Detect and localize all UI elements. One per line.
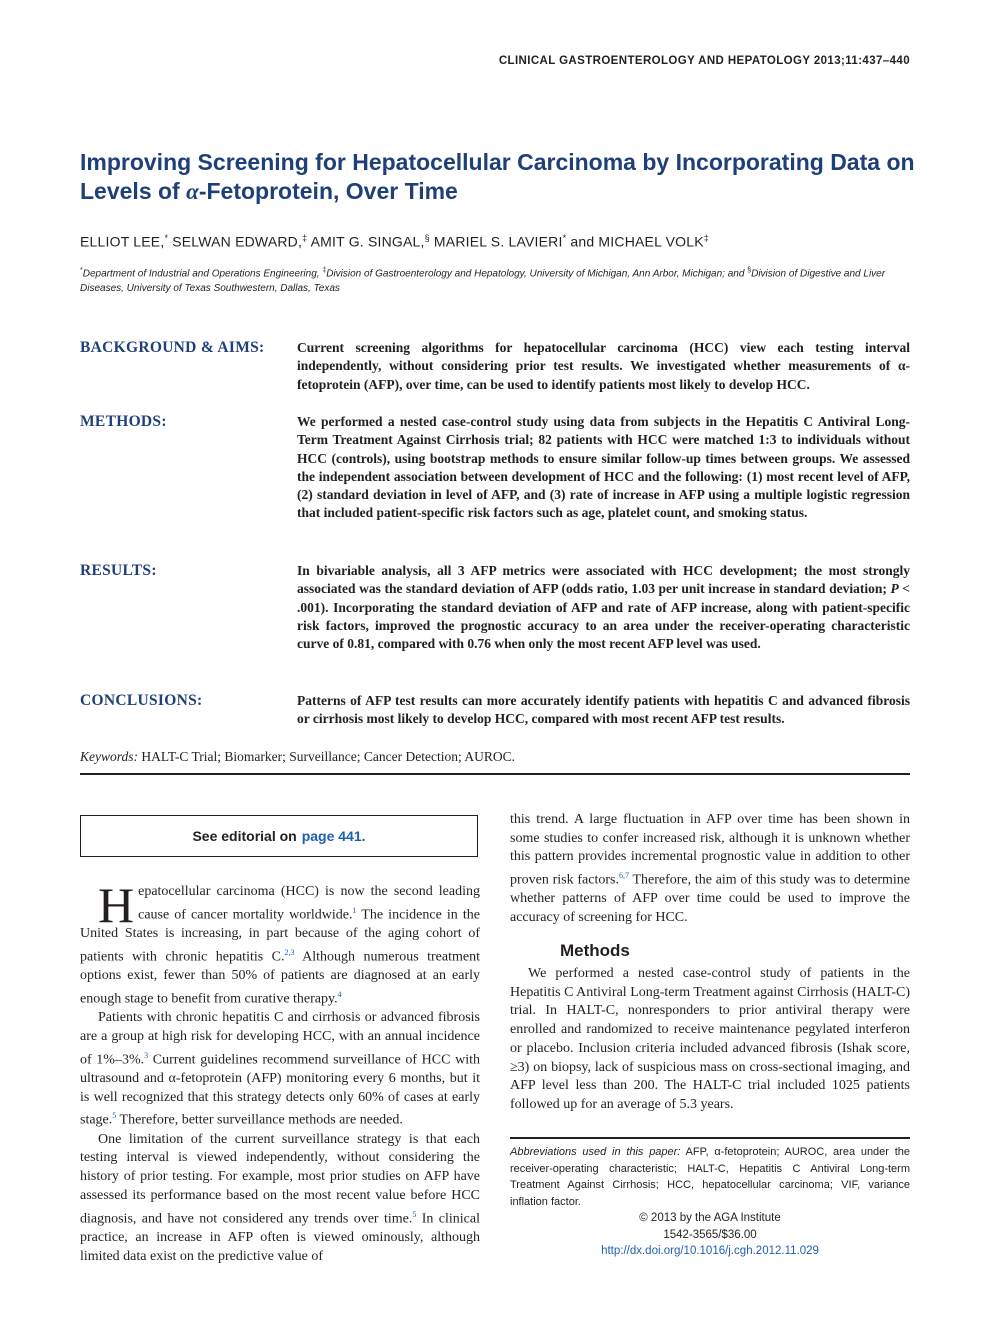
affil-text-3: Division of Digestive and Liver Diseases, University of Texas Southwestern, Dallas, Texas [80, 268, 886, 295]
affil-text-1: Department of Industrial and Operations Engineering, [82, 268, 323, 280]
keywords-label: Keywords: [80, 749, 138, 764]
p2-text-c: Therefore, better surveillance methods are needed. [116, 1113, 403, 1129]
editorial-text: See editorial on [192, 828, 297, 844]
methods-text: We performed a nested case-control study using data from subjects in the Hepatitis C Antiviral Long-Term Treatment Against Cirrhosis trial; 82 patients with HCC were matched 1:3 to individuals without HCC (controls), using bootstrap methods to ensure similar follow-up times between groups. We assessed the independent association between development of HCC and the following: (1) most recent level of AFP, (2) standard deviation in level of AFP, and (3) rate of increase in AFP using a multiple logistic regression that included patient-specific risk factors such as age, platelet count, and smoking status. [297, 414, 910, 521]
author-1-mark: * [164, 233, 169, 243]
affiliations [80, 263, 910, 296]
author-3-mark: § [424, 233, 430, 243]
author-list [80, 233, 709, 250]
results-label: RESULTS: [80, 562, 157, 579]
author-1: ELLIOT LEE, [80, 233, 165, 250]
p1-text-b: The incidence in the United States is increasing, in part because of the aging cohort of patients with chronic hepatitis C. [80, 907, 480, 965]
journal-header: CLINICAL GASTROENTEROLOGY AND HEPATOLOGY 2013;11:437–440 [498, 55, 910, 67]
results-text-b: < .001). Incorporating the standard deviation of AFP and rate of AFP increase, along with patient-specific risk factors, improved the prognostic accuracy to an area under the receiver-operating characteristic curve of 0.81, compared with 0.76 when only the most recent AFP level was used. [297, 581, 910, 652]
title-part1: Improving Screening for Hepatocellular Carcinoma by Incorporating Data on Levels of [80, 149, 915, 204]
p3-text-a: One limitation of the current surveillance strategy is that each testing interval is viewed independently, without considering the history of prior testing. For example, most prior studies on AFP have assessed its performance based on the most recent value before HCC diagnosis, and have not considered any trends over time. [80, 1131, 480, 1227]
citation-link[interactable]: 5 [112, 1111, 117, 1121]
title-part2: -Fetoprotein, Over Time [198, 178, 458, 204]
abbreviations-divider [510, 1137, 910, 1139]
paragraph-intro [80, 877, 480, 1009]
author-4-mark: * [562, 233, 567, 243]
editorial-link[interactable]: page 441. [301, 828, 366, 844]
citation-link[interactable]: 1 [352, 905, 357, 915]
dropcap-letter: H [98, 877, 135, 933]
issn-price: 1542-3565/$36.00 [663, 1228, 757, 1241]
paragraph-continued [510, 811, 910, 928]
abbreviations [510, 1144, 910, 1210]
p1-text-c: Although numerous treatment options exist, fewer than 50% of patients are diagnosed at an early enough stage to benefit from curative therapy. [80, 949, 480, 1007]
results-p-value: P [890, 581, 899, 597]
p3-text-b: In clinical practice, an increase in AFP often is viewed ominously, although limited data exist on the predictive value of [80, 1211, 480, 1264]
paragraph-risk [80, 1009, 480, 1131]
results-text [297, 562, 910, 653]
background-label: BACKGROUND & AIMS: [80, 339, 265, 356]
results-text-a: In bivariable analysis, all 3 AFP metrics were associated with HCC development; the most strongly associated was the standard deviation of AFP (odds ratio, 1.03 per unit increase in standard deviation; [297, 563, 910, 597]
citation-link[interactable]: 4 [337, 989, 342, 999]
citation-link[interactable]: 5 [412, 1209, 417, 1219]
affil-mark-3: § [747, 267, 752, 274]
citation-link[interactable]: 2,3 [284, 947, 295, 957]
abbreviations-text: AFP, α-fetoprotein; AUROC, area under the receiver-operating characteristic; HALT-C, Hepatitis C Antiviral Long-term Treatment Against Cirrhosis; HCC, hepatocellular carcinoma; VIF, variance inflation factor. [510, 1146, 910, 1208]
citation-link[interactable]: 3 [144, 1050, 149, 1060]
copyright-line: © 2013 by the AGA Institute [639, 1212, 781, 1224]
p2-text-b: Current guidelines recommend surveillance of HCC with ultrasound and α-fetoprotein (AFP) monitoring every 6 months, but it is well recognized that this strategy detects only 60% of cases at early stage. [80, 1052, 480, 1129]
author-5-mark: ‡ [703, 233, 710, 243]
affil-mark-1: * [80, 267, 83, 274]
conclusions-text: Patterns of AFP test results can more accurately identify patients with hepatitis C and advanced fibrosis or cirrhosis most likely to develop HCC, compared with most recent AFP test results. [297, 693, 910, 727]
author-4: MARIEL S. LAVIERI [429, 233, 563, 250]
background-text: Current screening algorithms for hepatocellular carcinoma (HCC) view each testing interval independently, without considering prior test results. We investigated whether measurements of α-fetoprotein (AFP), over time, can be used to identify patients most likely to develop HCC. [297, 340, 910, 392]
p1-text-a: epatocellular carcinoma (HCC) is now the second leading cause of cancer mortality worldwide. [138, 884, 480, 923]
methods-label: METHODS: [80, 413, 167, 430]
p2-text-a: Patients with chronic hepatitis C and cirrhosis or advanced fibrosis are a group at high risk for developing HCC, with an annual incidence of 1%–3%. [80, 1010, 480, 1068]
title-alpha: α [186, 179, 199, 204]
affil-mark-2: ‡ [322, 267, 327, 274]
paragraph-limitation [80, 1131, 480, 1267]
author-5: and MICHAEL VOLK [566, 233, 704, 250]
conclusions-label: CONCLUSIONS: [80, 692, 203, 709]
copyright-block [510, 1210, 910, 1260]
article-title [80, 148, 920, 206]
body-methods-section [510, 965, 910, 1115]
author-3: AMIT G. SINGAL, [307, 233, 425, 250]
keywords [80, 749, 515, 765]
doi-link[interactable]: http://dx.doi.org/10.1016/j.cgh.2012.11.029 [601, 1245, 819, 1257]
author-2-mark: ‡ [302, 233, 308, 243]
keywords-divider [80, 773, 910, 775]
body-left-column [80, 877, 480, 1266]
citation-link[interactable]: 6,7 [618, 871, 629, 881]
keywords-text: HALT-C Trial; Biomarker; Surveillance; Cancer Detection; AUROC. [138, 749, 515, 764]
right-text-a: this trend. A large fluctuation in AFP over time has been shown in some studies to confer increased risk, although it is unknown whether this pattern provides incremental prognostic value in addition to other proven risk factors. [510, 812, 910, 888]
abbreviations-label: Abbreviations used in this paper: [510, 1146, 681, 1158]
methods-heading: Methods [560, 941, 630, 960]
paragraph-methods: We performed a nested case-control study of patients in the Hepatitis C Antiviral Long-term Treatment against Cirrhosis (HALT-C) trial. In HALT-C, nonresponders to prior antiviral therapy were enrolled and randomized to receive maintenance pegylated interferon or placebo. Inclusion criteria included advanced fibrosis (Ishak score, ≥3) on biopsy, lack of suspicious mass on cross-sectional imaging, and AFP level less than 200. The HALT-C trial included 1025 patients followed up for an average of 5.3 years. [510, 966, 910, 1112]
body-right-column-top [510, 811, 910, 928]
affil-text-2: Division of Gastroenterology and Hepatology, University of Michigan, Ann Arbor, Michigan; and [326, 268, 748, 280]
right-text-b: Therefore, the aim of this study was to determine whether patterns of AFP over time could be used to improve the accuracy of screening for HCC. [510, 872, 910, 926]
editorial-box [80, 815, 478, 857]
author-2: SELWAN EDWARD, [168, 233, 303, 250]
